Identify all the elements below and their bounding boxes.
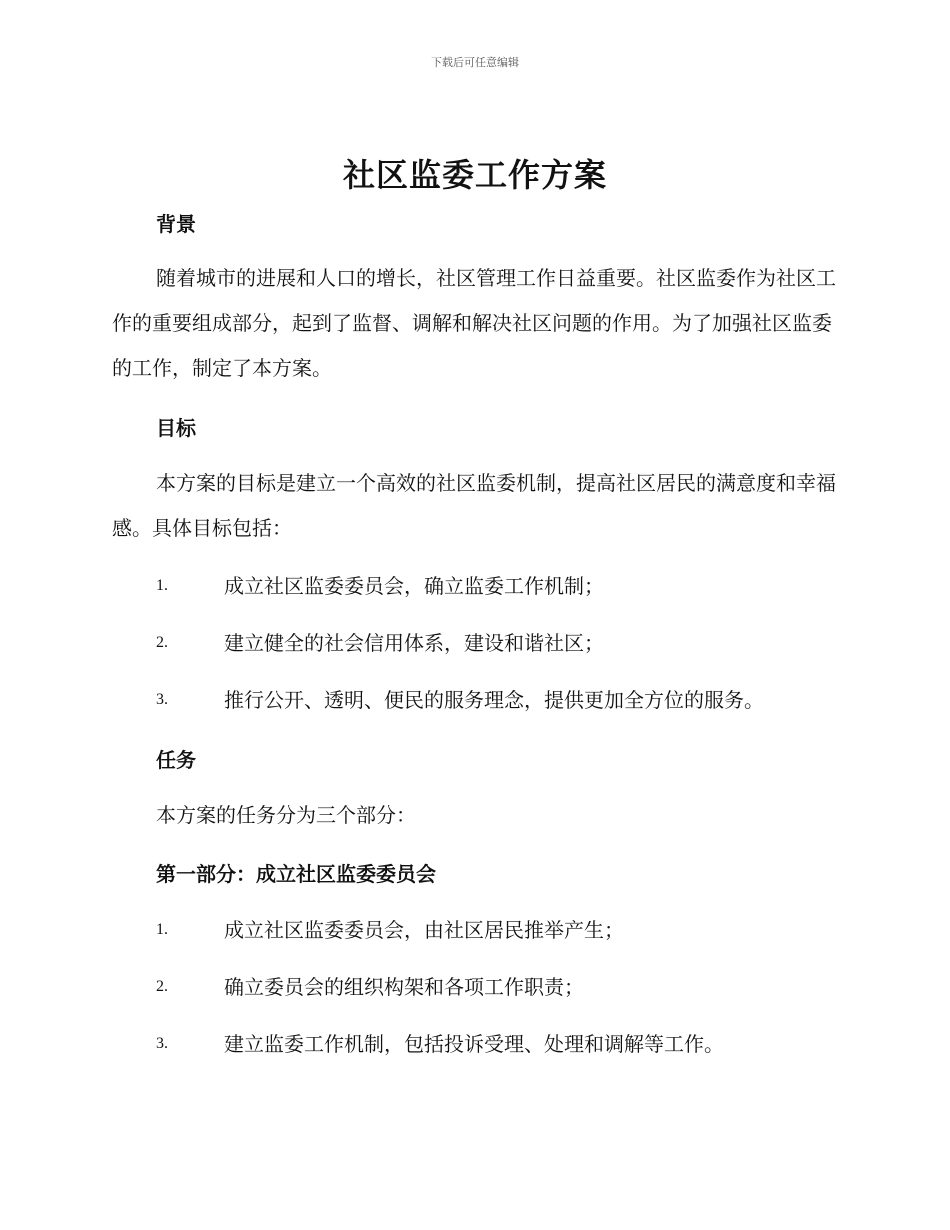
list-item [156, 628, 836, 658]
list-item-text: 建立监委工作机制，包括投诉受理、处理和调解等工作。 [224, 1032, 724, 1056]
list-item-number: 3. [156, 1035, 168, 1052]
list-item-text: 推行公开、透明、便民的服务理念，提供更加全方位的服务。 [224, 688, 764, 712]
list-item [156, 972, 836, 1002]
list-item-number: 2. [156, 634, 168, 651]
heading-part1: 第一部分：成立社区监委委员会 [156, 862, 436, 886]
list-item-text: 成立社区监委委员会，由社区居民推举产生； [224, 918, 624, 942]
list-item-number: 3. [156, 691, 168, 708]
paragraph-background: 随着城市的进展和人口的增长，社区管理工作日益重要。社区监委作为社区工作的重要组成部分，起到了监督、调解和解决社区问题的作用。为了加强社区监委的工作，制定了本方案。 [112, 266, 836, 380]
list-item [156, 915, 836, 945]
heading-tasks: 任务 [156, 748, 196, 772]
document-title: 社区监委工作方案 [342, 156, 607, 194]
paragraph-tasks-intro: 本方案的任务分为三个部分： [156, 803, 416, 827]
heading-goals: 目标 [156, 416, 196, 440]
list-item [156, 571, 836, 601]
list-item-text: 建立健全的社会信用体系，建设和谐社区； [224, 631, 604, 655]
list-item-number: 1. [156, 577, 168, 594]
heading-background: 背景 [156, 212, 196, 236]
list-item-text: 成立社区监委委员会，确立监委工作机制； [224, 574, 604, 598]
list-item-number: 2. [156, 978, 168, 995]
paragraph-goals: 本方案的目标是建立一个高效的社区监委机制，提高社区居民的满意度和幸福感。具体目标包括： [112, 471, 836, 540]
list-item-text: 确立委员会的组织构架和各项工作职责； [224, 975, 584, 999]
list-item-number: 1. [156, 921, 168, 938]
list-item [156, 685, 836, 715]
header-note: 下载后可任意编辑 [431, 56, 519, 69]
list-item [156, 1029, 836, 1059]
